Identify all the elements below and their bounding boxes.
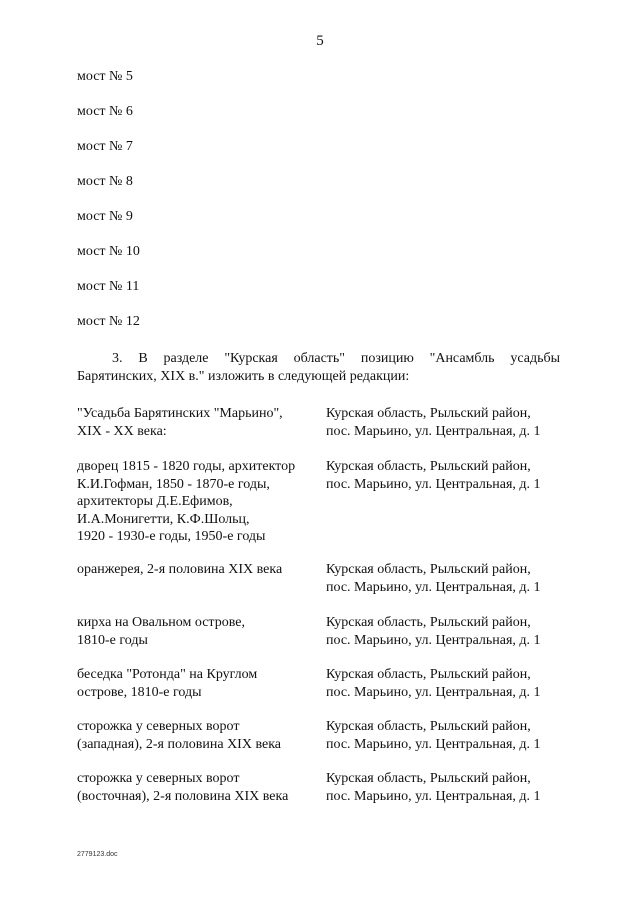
bridge-item: мост № 11 xyxy=(77,279,140,294)
bridge-item: мост № 10 xyxy=(77,244,140,259)
entry-address-line: Курская область, Рыльский район, xyxy=(326,667,531,682)
entry-name-line: сторожка у северных ворот xyxy=(77,719,240,734)
entry-name-line: острове, 1810-е годы xyxy=(77,684,202,700)
entry-address xyxy=(326,458,571,493)
entry-address-line: пос. Марьино, ул. Центральная, д. 1 xyxy=(326,684,541,700)
entry-name-line: И.А.Монигетти, К.Ф.Шольц, xyxy=(77,511,250,527)
amendment-paragraph xyxy=(77,350,560,385)
file-name-footer: 2779123.doc xyxy=(77,851,118,858)
bridge-item: мост № 6 xyxy=(77,104,133,119)
bridge-item: мост № 5 xyxy=(77,69,133,84)
entry-name-line: 1810-е годы xyxy=(77,632,148,648)
entry-name xyxy=(77,458,317,546)
entry-address-line: пос. Марьино, ул. Центральная, д. 1 xyxy=(326,476,541,492)
entry-address-line: пос. Марьино, ул. Центральная, д. 1 xyxy=(326,579,541,595)
entry-address-line: Курская область, Рыльский район, xyxy=(326,719,531,734)
entry-address-line: пос. Марьино, ул. Центральная, д. 1 xyxy=(326,632,541,648)
entry-address-line: Курская область, Рыльский район, xyxy=(326,562,531,577)
entry-name-line: К.И.Гофман, 1850 - 1870-е годы, xyxy=(77,476,270,492)
paragraph-line: 3. В разделе "Курская область" позицию "Ансамбль усадьбы xyxy=(112,351,560,366)
entry-name-line: "Усадьба Барятинских "Марьино", xyxy=(77,406,283,421)
entry-name-line: оранжерея, 2-я половина XIX века xyxy=(77,562,283,577)
entry-address-line: пос. Марьино, ул. Центральная, д. 1 xyxy=(326,423,541,439)
entry-name-line: (восточная), 2-я половина XIX века xyxy=(77,788,289,804)
entry-address xyxy=(326,405,571,440)
entry-name-line: (западная), 2-я половина XIX века xyxy=(77,736,281,752)
bridge-item: мост № 8 xyxy=(77,174,133,189)
entry-name xyxy=(77,666,317,701)
entry-address xyxy=(326,561,571,596)
entry-name-line: XIX - XX века: xyxy=(77,423,167,439)
entry-address xyxy=(326,614,571,649)
entry-name xyxy=(77,718,317,753)
entry-address-line: пос. Марьино, ул. Центральная, д. 1 xyxy=(326,736,541,752)
bridge-item: мост № 7 xyxy=(77,139,133,154)
entry-name-line: 1920 - 1930-е годы, 1950-е годы xyxy=(77,529,266,544)
entry-name xyxy=(77,561,317,579)
bridge-item: мост № 12 xyxy=(77,314,140,329)
entry-address-line: Курская область, Рыльский район, xyxy=(326,459,531,474)
entry-address-line: Курская область, Рыльский район, xyxy=(326,615,531,630)
entry-name-line: сторожка у северных ворот xyxy=(77,771,240,786)
bridge-item: мост № 9 xyxy=(77,209,133,224)
entry-address-line: Курская область, Рыльский район, xyxy=(326,771,531,786)
entry-name xyxy=(77,614,317,649)
entry-address xyxy=(326,770,571,805)
entry-name-line: архитекторы Д.Е.Ефимов, xyxy=(77,494,233,509)
entry-name xyxy=(77,405,317,440)
entry-name xyxy=(77,770,317,805)
entry-address xyxy=(326,718,571,753)
paragraph-line: Барятинских, XIX в." изложить в следующей редакции: xyxy=(77,368,410,384)
entry-name-line: кирха на Овальном острове, xyxy=(77,615,245,630)
entry-address xyxy=(326,666,571,701)
entry-name-line: дворец 1815 - 1820 годы, архитектор xyxy=(77,459,296,474)
entry-address-line: пос. Марьино, ул. Центральная, д. 1 xyxy=(326,788,541,804)
bridge-list xyxy=(77,68,140,348)
entry-name-line: беседка "Ротонда" на Круглом xyxy=(77,667,258,682)
page-number: 5 xyxy=(316,33,324,49)
entry-address-line: Курская область, Рыльский район, xyxy=(326,406,531,421)
